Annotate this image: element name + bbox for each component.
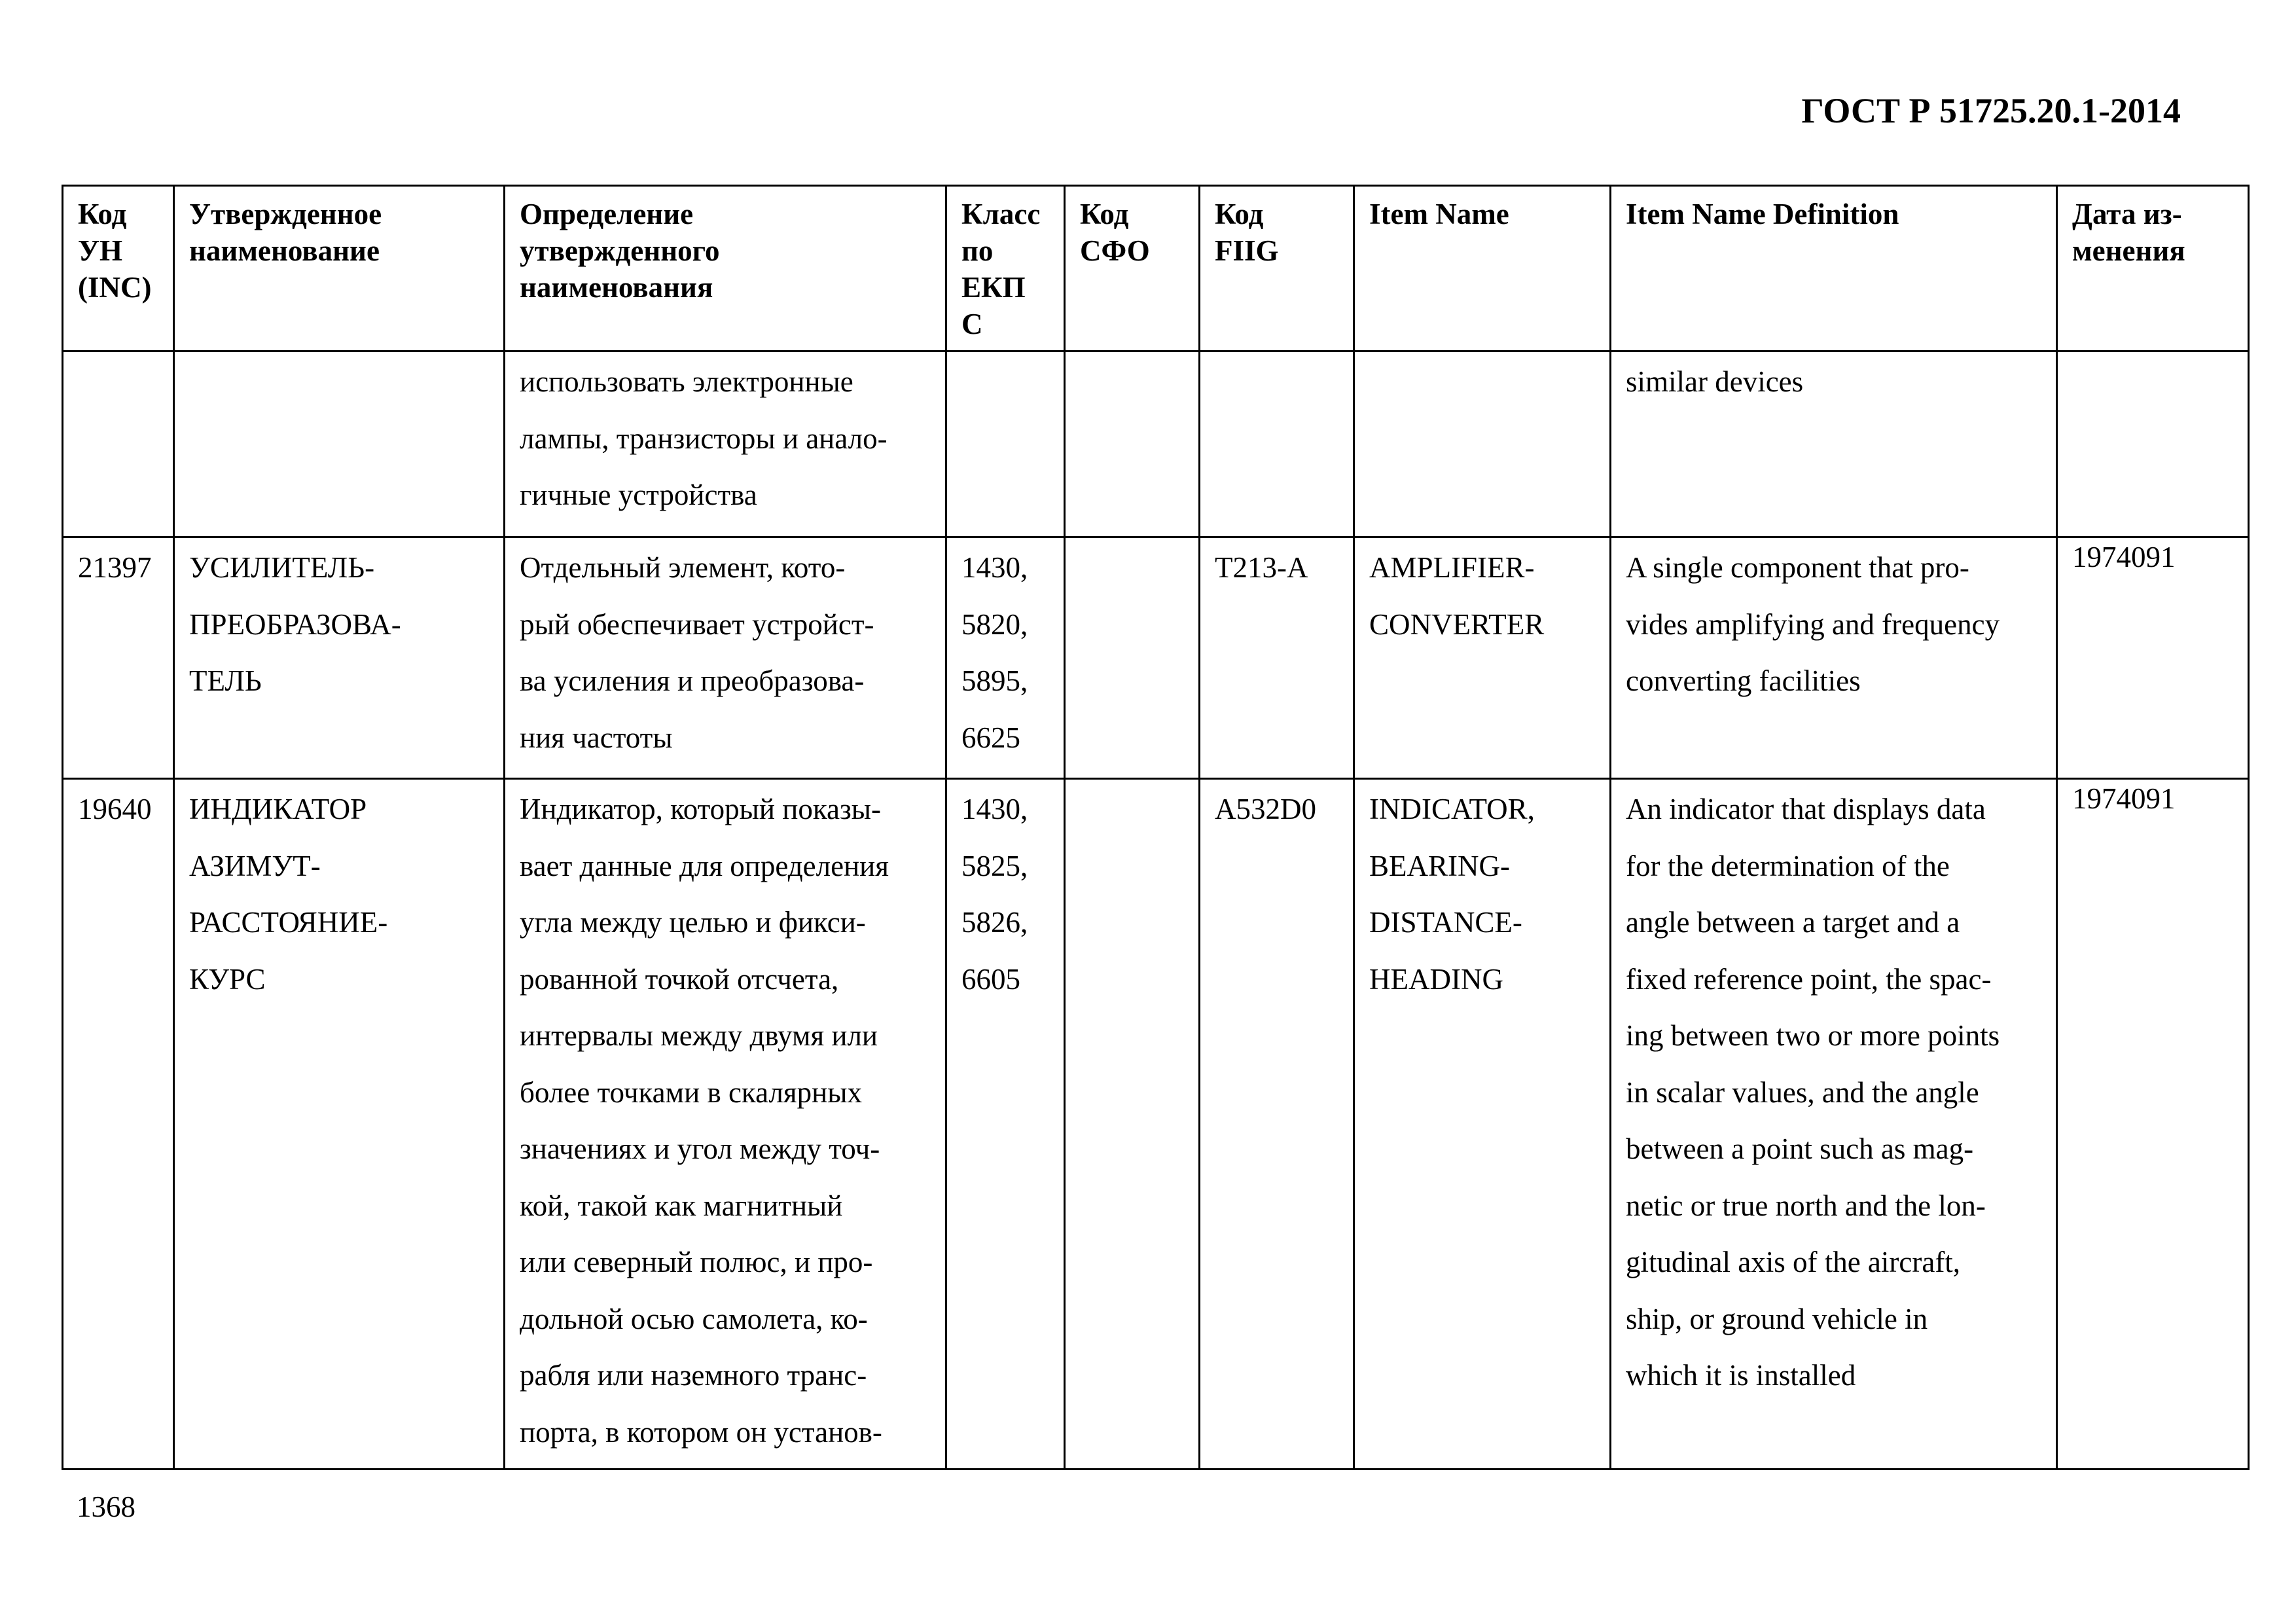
cell-sfo — [1065, 779, 1200, 1470]
cell-item-name — [1354, 352, 1611, 537]
column-header-item-name: Item Name — [1354, 186, 1611, 352]
cell-class-text: 1430, 5820, 5895, 6625 — [961, 551, 1028, 754]
cell-item-definition — [1611, 352, 2057, 537]
cell-fiig — [1200, 352, 1354, 537]
cell-definition — [505, 537, 946, 779]
column-header-class: Класс по ЕКП С — [946, 186, 1065, 352]
cell-approved-name — [174, 537, 505, 779]
cell-inc — [63, 352, 174, 537]
page-number: 1368 — [77, 1490, 135, 1523]
cell-fiig-text: T213-A — [1215, 551, 1308, 584]
table-row — [63, 352, 2249, 537]
cell-item-definition-text: A single component that pro- vides amplifying and frequency converting facilities — [1626, 551, 2000, 697]
cell-inc — [63, 779, 174, 1470]
cell-approved-name-text: УСИЛИТЕЛЬ- ПРЕОБРАЗОВА- ТЕЛЬ — [189, 551, 401, 697]
cell-definition-text: Отдельный элемент, кото- рый обеспечивает устройст- ва усиления и преобразова- ния частоты — [520, 551, 874, 754]
cell-inc-text: 19640 — [78, 793, 152, 825]
cell-definition-text: использовать электронные лампы, транзисторы и анало- гичные устройства — [520, 365, 888, 511]
cell-item-definition-text: similar devices — [1626, 365, 1804, 398]
cell-inc-text: 21397 — [78, 551, 152, 584]
cell-date — [2057, 352, 2249, 537]
cell-fiig-text: A532D0 — [1215, 793, 1316, 825]
cell-date-text: 1974091 — [2072, 782, 2176, 815]
cell-approved-name — [174, 352, 505, 537]
cell-fiig — [1200, 537, 1354, 779]
cell-inc — [63, 537, 174, 779]
column-header-fiig: Код FIIG — [1200, 186, 1354, 352]
cell-item-definition-text: An indicator that displays data for the determination of the angle between a target and a fixed reference point, the spac- ing between two or more points in scalar values, and the angle between a point such as mag- netic or true north and the lon- gitudinal axis of the aircraft, ship, or ground vehicle in which it is installed — [1626, 793, 2000, 1392]
table-row — [63, 537, 2249, 779]
cell-definition — [505, 352, 946, 537]
table-row — [63, 779, 2249, 1470]
cell-item-name — [1354, 779, 1611, 1470]
column-header-definition: Определение утвержденного наименования — [505, 186, 946, 352]
column-header-sfo: Код СФО — [1065, 186, 1200, 352]
cell-date — [2057, 537, 2249, 779]
cell-fiig — [1200, 779, 1354, 1470]
cell-sfo — [1065, 352, 1200, 537]
table-header-row — [63, 186, 2249, 352]
cell-class-text: 1430, 5825, 5826, 6605 — [961, 793, 1028, 996]
cell-date-text: 1974091 — [2072, 541, 2176, 573]
column-header-inc: Код УН (INC) — [63, 186, 174, 352]
column-header-date: Дата из- менения — [2057, 186, 2249, 352]
cell-definition — [505, 779, 946, 1470]
cell-date — [2057, 779, 2249, 1470]
column-header-approved-name: Утвержденное наименование — [174, 186, 505, 352]
document-standard-number: ГОСТ Р 51725.20.1-2014 — [1801, 91, 2181, 130]
cell-approved-name — [174, 779, 505, 1470]
cell-class — [946, 352, 1065, 537]
classification-table — [62, 185, 2250, 1470]
cell-definition-text: Индикатор, который показы- вает данные для определения угла между целью и фикси- рованной точкой отсчета, интервалы между двумя или более точками в скалярных значениях и угол между точ- кой, такой как магнитный или северный полюс, и про- дольной осью самолета, ко- рабля или наземного транс- порта, в котором он установ- — [520, 793, 889, 1449]
cell-class — [946, 779, 1065, 1470]
cell-item-definition — [1611, 779, 2057, 1470]
cell-item-name-text: AMPLIFIER- CONVERTER — [1369, 551, 1545, 641]
cell-item-name — [1354, 537, 1611, 779]
cell-sfo — [1065, 537, 1200, 779]
cell-item-definition — [1611, 537, 2057, 779]
cell-approved-name-text: ИНДИКАТОР АЗИМУТ- РАССТОЯНИЕ- КУРС — [189, 793, 388, 996]
cell-item-name-text: INDICATOR, BEARING- DISTANCE- HEADING — [1369, 793, 1535, 996]
column-header-item-definition: Item Name Definition — [1611, 186, 2057, 352]
cell-class — [946, 537, 1065, 779]
